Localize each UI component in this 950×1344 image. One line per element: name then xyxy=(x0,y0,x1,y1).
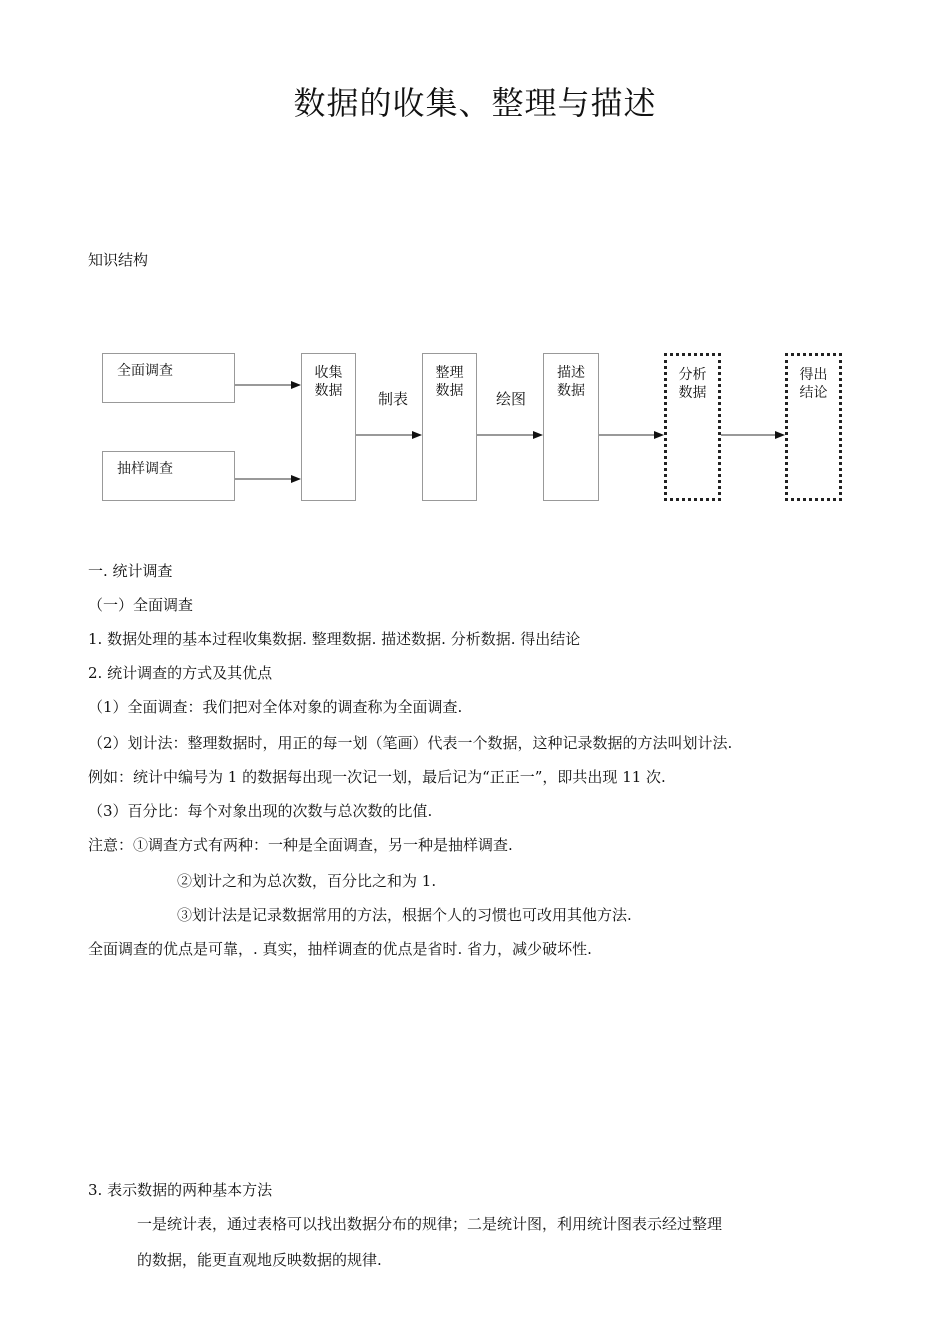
paragraph-methods-1: 一是统计表，通过表格可以找出数据分布的规律；二是统计图，利用统计图表示经过整理 xyxy=(137,1215,723,1233)
diagram-arrows xyxy=(0,0,950,560)
paragraph-advantages: 全面调查的优点是可靠，. 真实，抽样调查的优点是省时. 省力，减少破坏性. xyxy=(88,940,592,958)
paragraph-1: 1. 数据处理的基本过程收集数据. 整理数据. 描述数据. 分析数据. 得出结论 xyxy=(88,630,581,648)
box-full-survey-label: 全面调查 xyxy=(117,363,173,379)
box-organize-data-label: 整理 数据 xyxy=(435,365,464,399)
edge-label-plot: 绘图 xyxy=(496,390,527,408)
note-2: ②划计之和为总次数，百分比之和为 1. xyxy=(177,872,437,890)
box-sample-survey-label: 抽样调查 xyxy=(117,461,173,477)
paragraph-3: （1）全面调查：我们把对全体对象的调查称为全面调查. xyxy=(88,698,463,716)
note-1: 注意：①调查方式有两种：一种是全面调查，另一种是抽样调查. xyxy=(88,836,513,854)
page-title: 数据的收集、整理与描述 xyxy=(293,84,657,122)
paragraph-6: （3）百分比：每个对象出现的次数与总次数的比值. xyxy=(88,802,433,820)
box-analyze-data-label: 分析 数据 xyxy=(678,367,707,401)
box-collect-data-label: 收集 数据 xyxy=(314,365,343,399)
heading-full-survey: （一）全面调查 xyxy=(88,596,194,614)
edge-label-table: 制表 xyxy=(378,390,409,408)
box-conclude-label: 得出 结论 xyxy=(799,367,828,401)
box-describe-data-label: 描述 数据 xyxy=(557,365,585,399)
section-label: 知识结构 xyxy=(88,251,149,269)
heading-statistical-survey: 一. 统计调查 xyxy=(88,562,173,580)
paragraph-5: 例如：统计中编号为 1 的数据每出现一次记一划，最后记为“正正一”，即共出现 11 次. xyxy=(88,768,666,786)
paragraph-methods-2: 的数据，能更直观地反映数据的规律. xyxy=(137,1251,382,1269)
note-3: ③划计法是记录数据常用的方法，根据个人的习惯也可改用其他方法. xyxy=(177,906,632,924)
heading-two-methods: 3. 表示数据的两种基本方法 xyxy=(88,1181,273,1199)
paragraph-4: （2）划计法：整理数据时，用正的每一划（笔画）代表一个数据，这种记录数据的方法叫划计法. xyxy=(88,734,733,752)
paragraph-2: 2. 统计调查的方式及其优点 xyxy=(88,664,273,682)
